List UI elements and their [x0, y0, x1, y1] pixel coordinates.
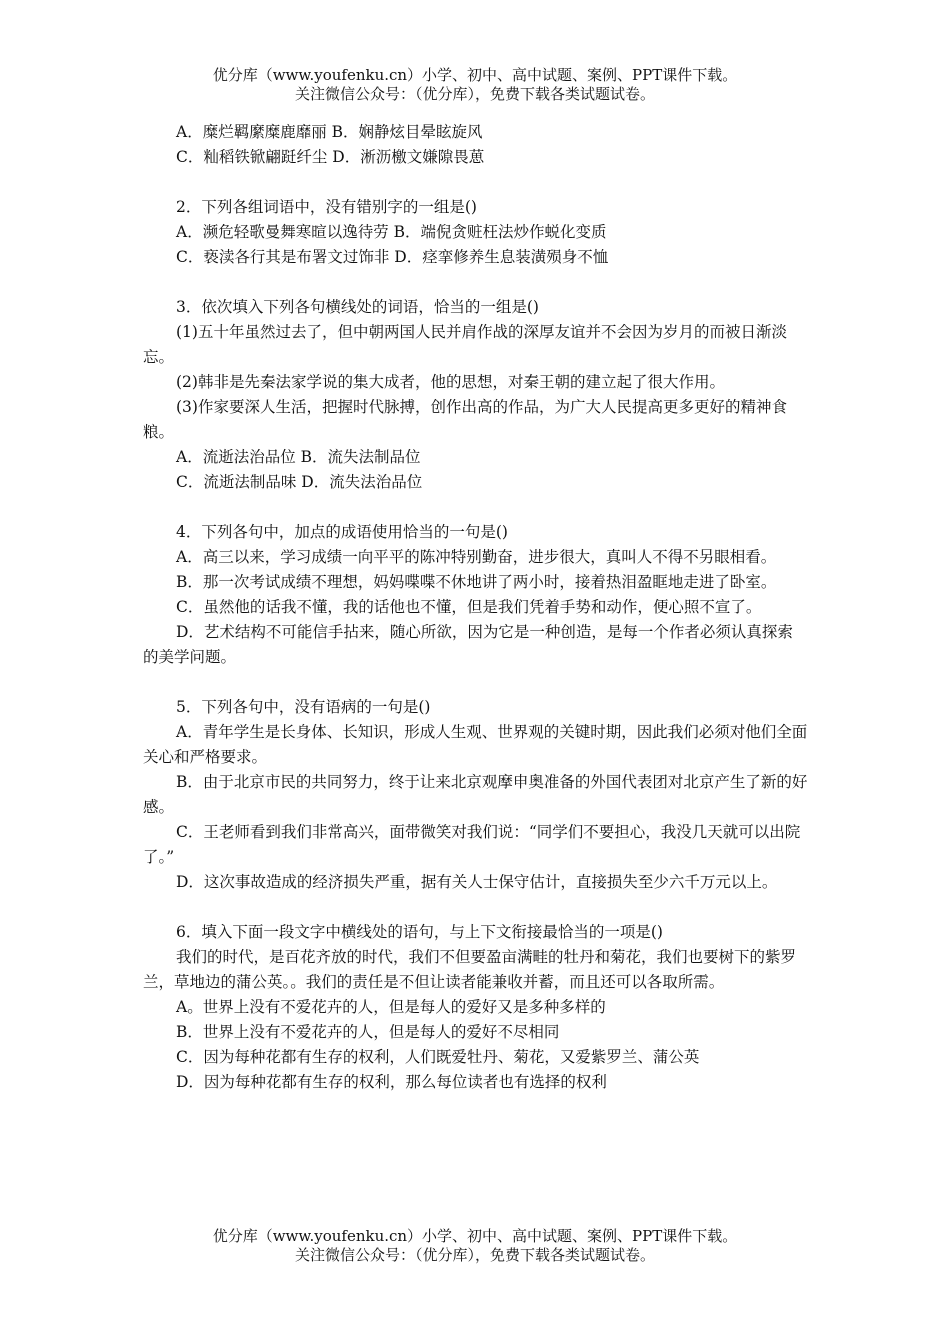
q4-option-a: A．高三以来，学习成绩一向平平的陈冲特别勤奋，进步很大，真叫人不得不另眼相看。	[176, 548, 777, 566]
q6-passage: 我们的时代，是百花齐放的时代，我们不但要盈亩满畦的牡丹和菊花，我们也要树下的紫罗兰，草地边的蒲公英。。我们的责任是不但让读者能兼收并蓄，而且还可以各取所需。	[143, 948, 797, 991]
q5-option-c: C．王老师看到我们非常高兴，面带微笑对我们说：“同学们不要担心，我没几天就可以出院了。”	[143, 823, 801, 866]
q2-options-ab: A．濒危轻歌曼舞寒暄以逸待劳 B．端倪贪赃枉法炒作蜕化变质	[176, 223, 607, 241]
q3-sentence-2: (2)韩非是先秦法家学说的集大成者，他的思想，对秦王朝的建立起了很大作用。	[176, 373, 725, 391]
question-3	[143, 295, 808, 495]
q2-options-cd: C．亵渎各行其是布署文过饰非 D．痉挛修养生息装潢殒身不恤	[176, 248, 609, 266]
question-2	[143, 195, 808, 270]
footer-line-1: 优分库（www.youfenku.cn）小学、初中、高中试题、案例、PPT课件下载。	[212, 1227, 738, 1245]
q3-sentence-1: (1)五十年虽然过去了，但中朝两国人民并肩作战的深厚友谊并不会因为岁月的而被日渐淡忘。	[143, 323, 787, 366]
header-line-1: 优分库（www.youfenku.cn）小学、初中、高中试题、案例、PPT课件下载。	[212, 66, 738, 84]
q5-stem: 5．下列各句中，没有语病的一句是()	[176, 698, 431, 716]
q4-option-d: D．艺术结构不可能信手拈来，随心所欲，因为它是一种创造，是每一个作者必须认真探索的美学问题。	[143, 623, 793, 666]
q5-option-d: D．这次事故造成的经济损失严重，据有关人士保守估计，直接损失至少六千万元以上。	[176, 873, 778, 891]
question-1	[143, 120, 808, 170]
q4-option-b: B．那一次考试成绩不理想，妈妈喋喋不休地讲了两小时，接着热泪盈眶地走进了卧室。	[176, 573, 777, 591]
q5-option-b: B．由于北京市民的共同努力，终于让来北京观摩申奥准备的外国代表团对北京产生了新的好感。	[143, 773, 808, 816]
q3-options-ab: A．流逝法治品位 B．流失法制品位	[176, 448, 421, 466]
q6-option-c: C．因为每种花都有生存的权利，人们既爱牡丹、菊花，又爱紫罗兰、蒲公英	[176, 1048, 700, 1066]
question-5	[143, 695, 808, 895]
page-header	[0, 66, 950, 104]
q3-stem: 3．依次填入下列各句横线处的词语，恰当的一组是()	[176, 298, 539, 316]
footer-line-2: 关注微信公众号：（优分库），免费下载各类试题试卷。	[294, 1246, 655, 1264]
q1-options-ab: A．糜烂羁縻糜鹿靡丽 B．娴静炫目晕眩旋风	[176, 123, 483, 141]
document-body	[143, 120, 808, 1095]
q6-option-b: B．世界上没有不爱花卉的人，但是每人的爱好不尽相同	[176, 1023, 560, 1041]
question-6	[143, 920, 808, 1095]
q6-option-d: D．因为每种花都有生存的权利，那么每位读者也有选择的权利	[176, 1073, 607, 1091]
q4-option-c: C．虽然他的话我不懂，我的话他也不懂，但是我们凭着手势和动作，便心照不宣了。	[176, 598, 762, 616]
q6-stem: 6．填入下面一段文字中横线处的语句，与上下文衔接最恰当的一项是()	[176, 923, 663, 941]
question-4	[143, 520, 808, 670]
header-line-2: 关注微信公众号：（优分库），免费下载各类试题试卷。	[294, 85, 655, 103]
q4-stem: 4．下列各句中，加点的成语使用恰当的一句是()	[176, 523, 508, 541]
q6-option-a: A。世界上没有不爱花卉的人，但是每人的爱好又是多种多样的	[176, 998, 606, 1016]
q3-options-cd: C．流逝法制品味 D．流失法治品位	[176, 473, 423, 491]
page-footer	[0, 1227, 950, 1265]
q5-option-a: A．青年学生是长身体、长知识，形成人生观、世界观的关键时期，因此我们必须对他们全面关心和严格要求。	[143, 723, 808, 766]
q3-sentence-3: (3)作家要深人生活，把握时代脉搏，创作出高的作品，为广大人民提高更多更好的精神食粮。	[143, 398, 787, 441]
q2-stem: 2．下列各组词语中，没有错别字的一组是()	[176, 198, 477, 216]
q1-options-cd: C．籼稻铁锨翩跹纤尘 D．淅沥檄文嫌隙畏葸	[176, 148, 485, 166]
